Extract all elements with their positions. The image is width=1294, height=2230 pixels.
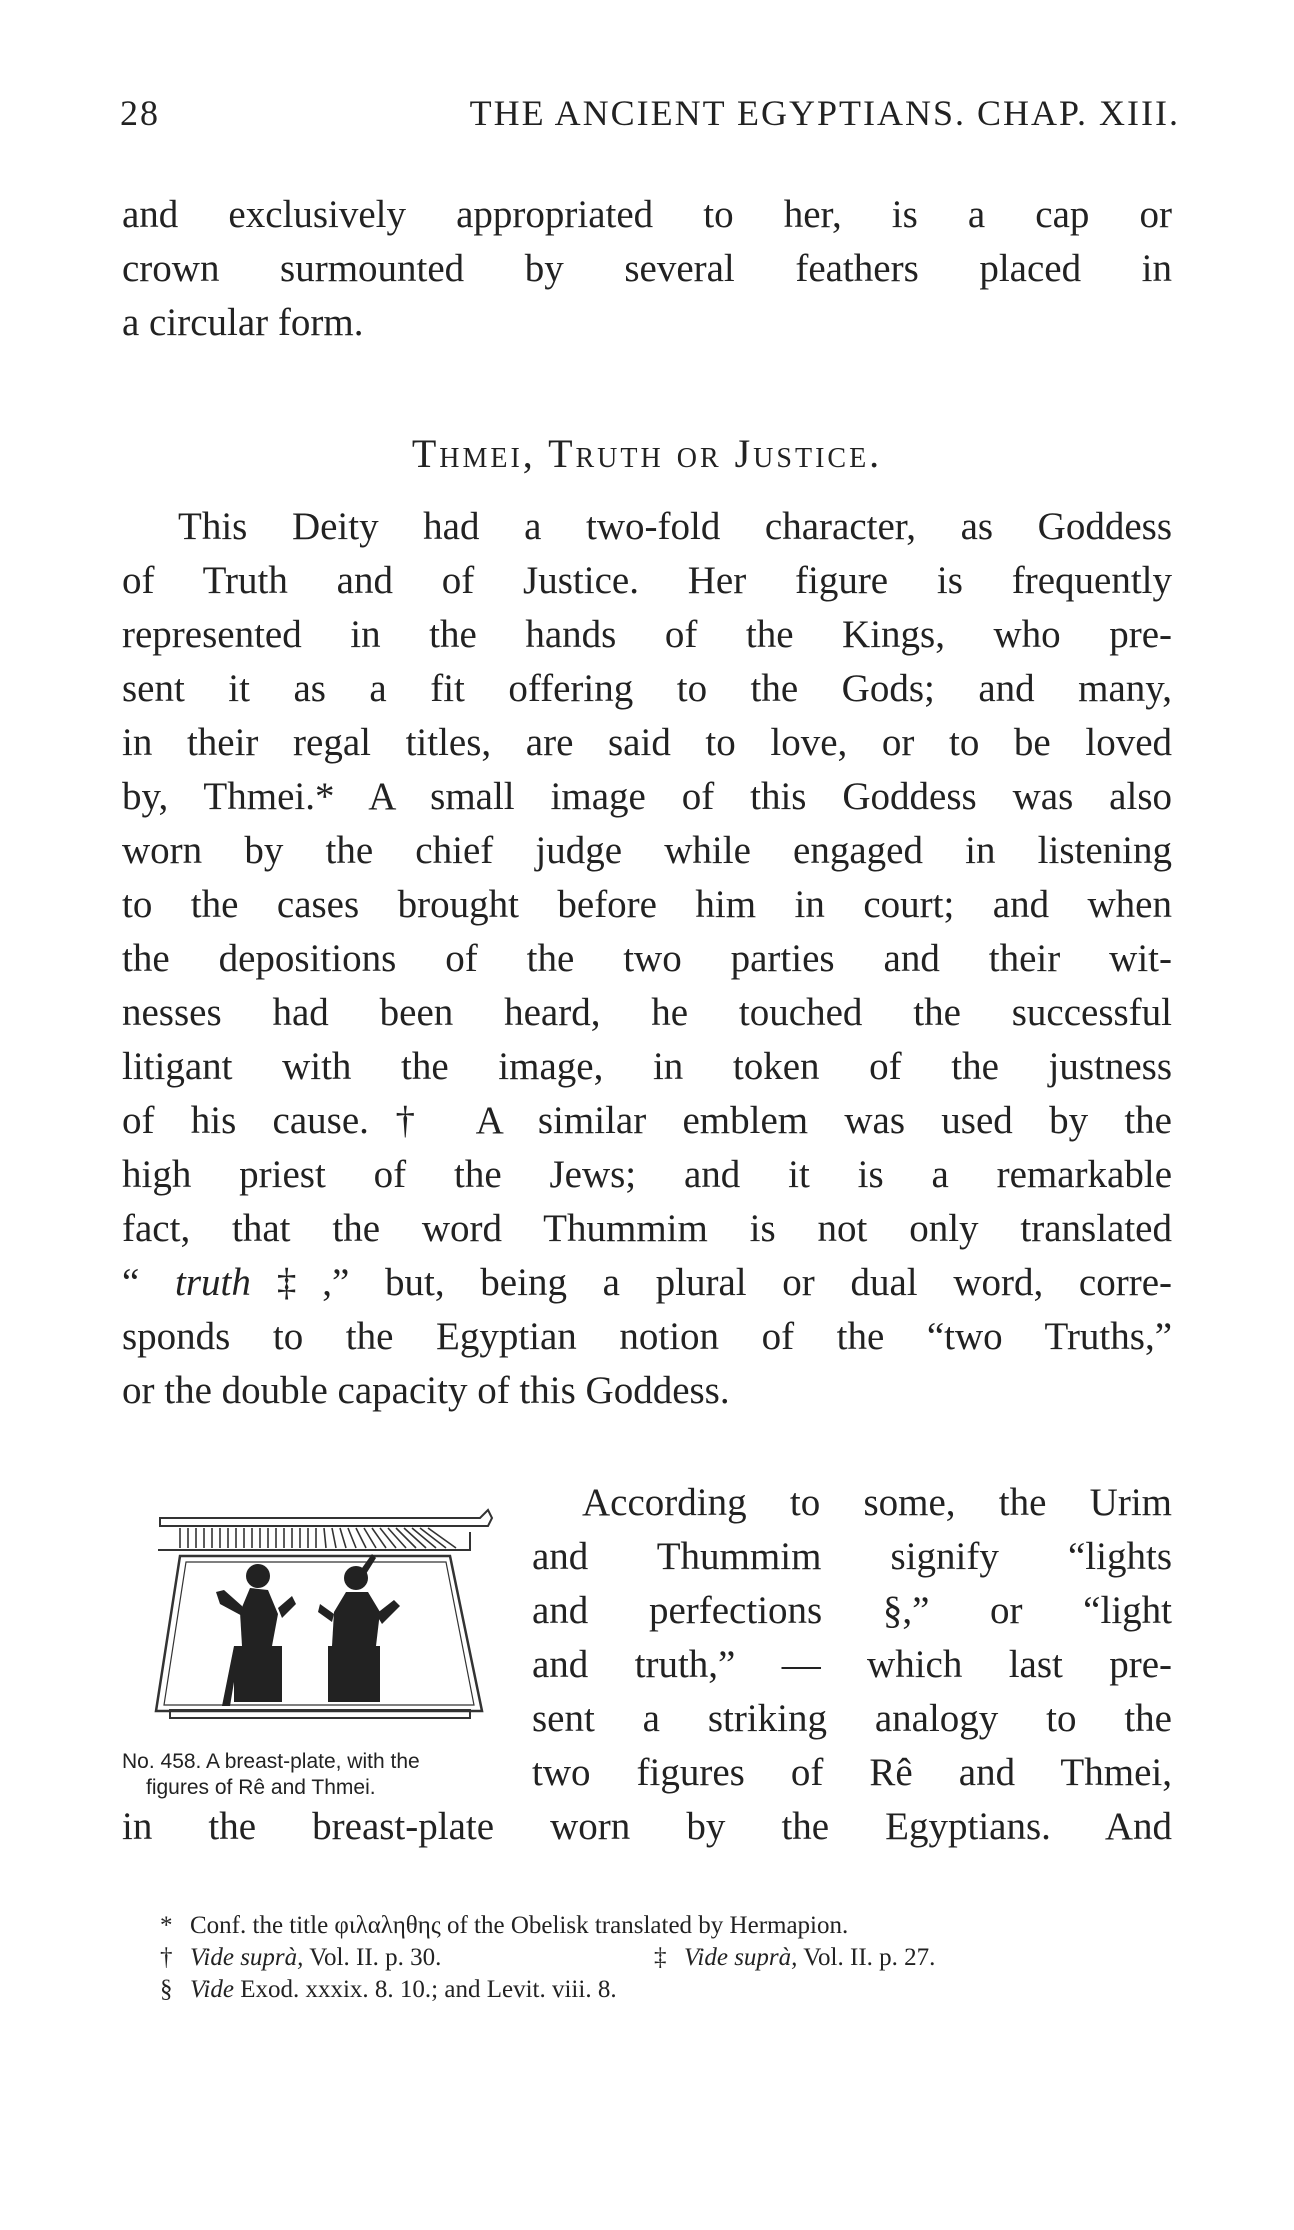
text-line: and truth,” — which last pre- xyxy=(532,1643,1172,1686)
text-line-truth: “ truth‡,” but, being a plural or dual word, corre- xyxy=(122,1261,1173,1304)
running-title: THE ANCIENT EGYPTIANS. CHAP. XIII. xyxy=(469,93,1180,133)
text-line: high priest of the Jews; and it is a remarkable xyxy=(122,1153,1172,1196)
page-number: 28 xyxy=(120,93,160,133)
paragraph-thmei xyxy=(122,500,1172,1418)
text-line: litigant with the image, in token of the justness xyxy=(122,1045,1172,1088)
text-line: sent it as a fit offering to the Gods; and many, xyxy=(122,667,1172,710)
text-line: in their regal titles, are said to love, or to be loved xyxy=(122,721,1172,764)
text-line: sponds to the Egyptian notion of the “two Truths,” xyxy=(122,1315,1172,1358)
footnote-4: § Vide Exod. xxxix. 8. 10.; and Levit. viii. 8. xyxy=(160,1976,617,2003)
text-line: of his cause.† A similar emblem was used by the xyxy=(122,1099,1172,1142)
text-line: and Thummim signify “lights xyxy=(532,1535,1172,1578)
text-line: This Deity had a two-fold character, as Goddess xyxy=(178,505,1172,548)
section-heading: Thmei, Truth or Justice. xyxy=(411,431,883,476)
text-line: fact, that the word Thummim is not only translated xyxy=(122,1207,1172,1250)
wrap-paragraph xyxy=(532,1476,1172,1800)
text-line: and exclusively appropriated to her, is a cap or xyxy=(122,193,1172,236)
caption-line: No. 458. A breast-plate, with the xyxy=(122,1750,420,1773)
footnote-1: * Conf. the title φιλαληθης of the Obelisk translated by Hermapion. xyxy=(160,1912,849,1939)
text-line: represented in the hands of the Kings, who pre- xyxy=(122,613,1172,656)
text-line: or the double capacity of this Goddess. xyxy=(122,1369,730,1412)
text-line: two figures of Rê and Thmei, xyxy=(532,1751,1172,1794)
text-line: worn by the chief judge while engaged in listening xyxy=(122,829,1172,872)
caption-line: figures of Rê and Thmei. xyxy=(146,1776,376,1799)
figure-caption xyxy=(122,1749,522,1801)
text-line: in the breast-plate worn by the Egyptians. And xyxy=(122,1805,1172,1848)
footnotes xyxy=(160,1910,1172,2006)
breastplate-illustration xyxy=(150,1496,500,1746)
text-line: a circular form. xyxy=(122,301,364,344)
text-line: by, Thmei.* A small image of this Goddess was also xyxy=(122,775,1172,818)
breastplate-figure xyxy=(122,1496,522,1758)
footnote-3: ‡ Vide suprà, Vol. II. p. 27. xyxy=(654,1944,936,1971)
text-line: of Truth and of Justice. Her figure is frequently xyxy=(122,559,1172,602)
text-line: According to some, the Urim xyxy=(582,1481,1172,1524)
italic-truth: truth xyxy=(175,1261,251,1304)
final-line-block xyxy=(122,1800,1172,1854)
text-line: sent a striking analogy to the xyxy=(532,1697,1172,1740)
paragraph-intro xyxy=(122,188,1172,350)
footnote-2: † Vide suprà, Vol. II. p. 30. ‡ Vide suprà, Vol. II. p. 27. xyxy=(160,1942,1172,1974)
text-line: the depositions of the two parties and their wit- xyxy=(122,937,1172,980)
text-line: crown surmounted by several feathers placed in xyxy=(122,247,1172,290)
text-line: to the cases brought before him in court; and when xyxy=(122,883,1172,926)
text-line: nesses had been heard, he touched the successful xyxy=(122,991,1172,1034)
text-line: and perfections §,” or “light xyxy=(532,1589,1172,1632)
